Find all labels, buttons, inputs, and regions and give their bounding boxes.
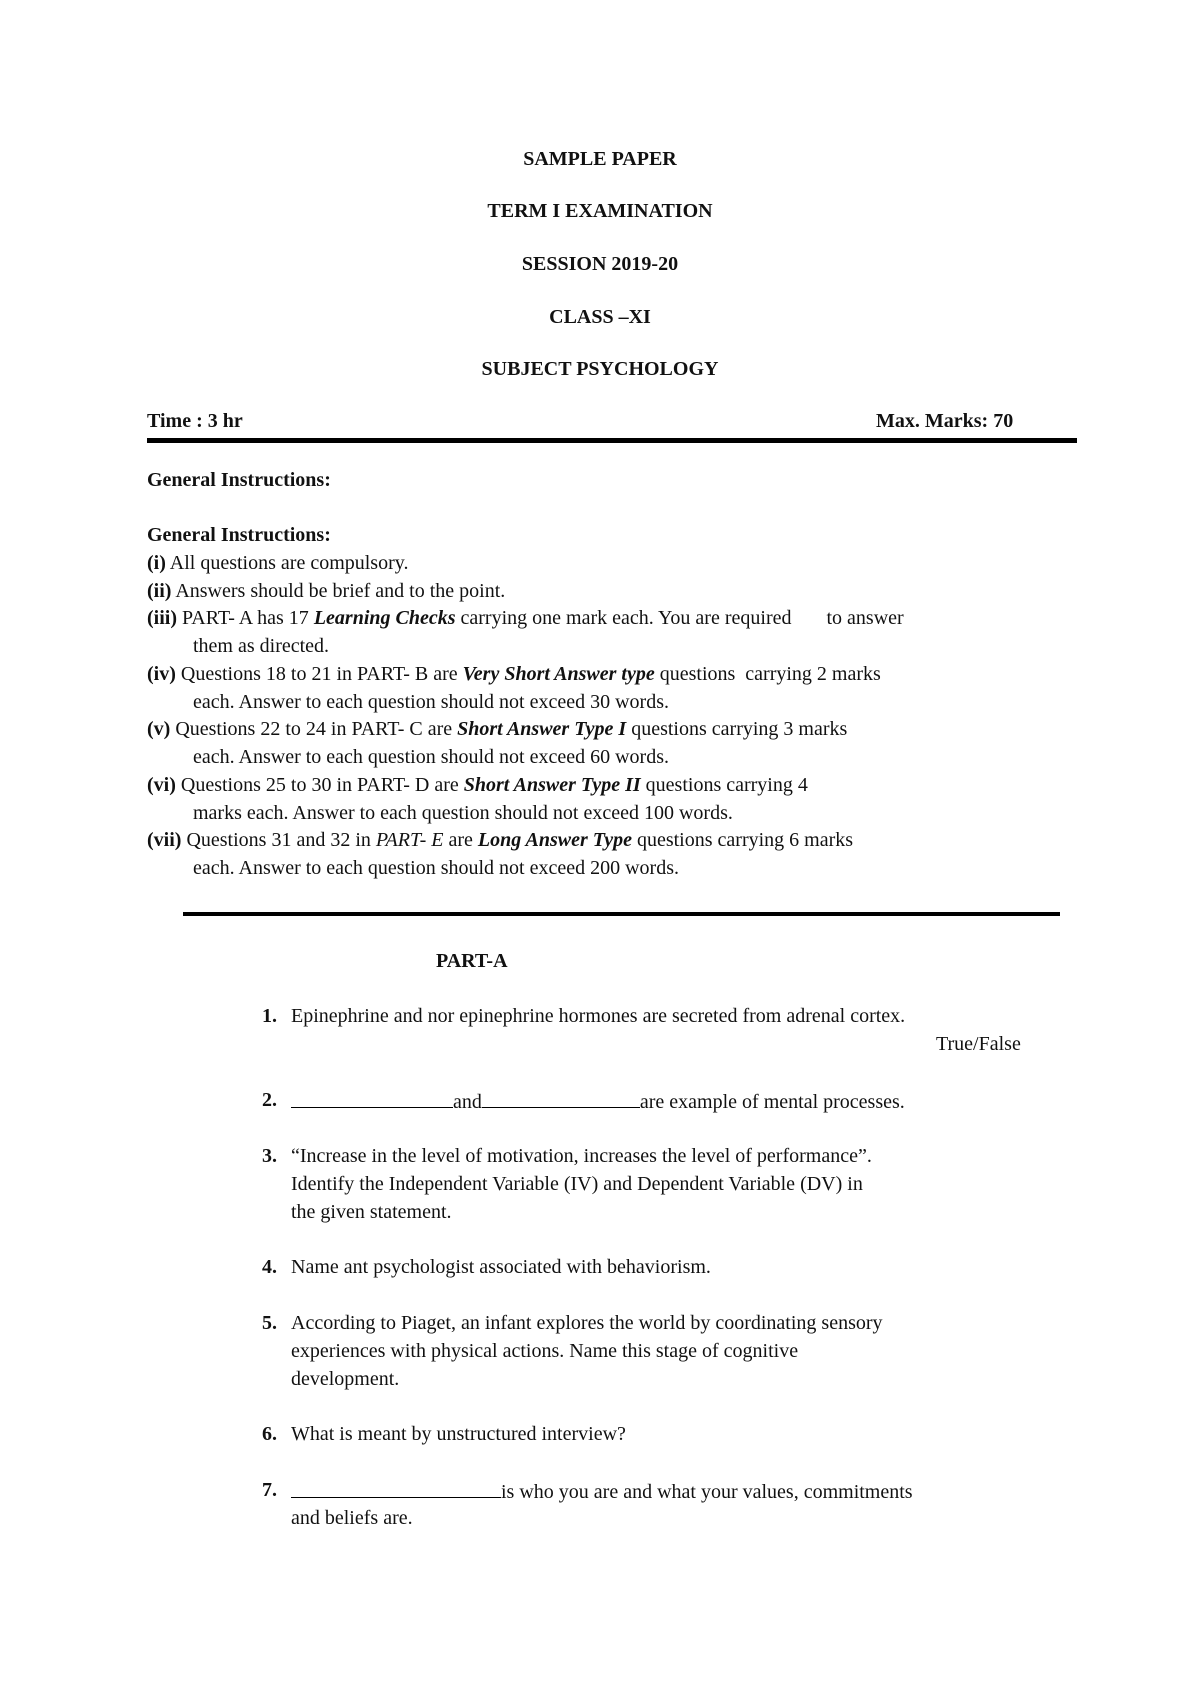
instruction-text: questions carrying 4 [640,774,808,796]
part-a-title: PART-A [436,950,508,972]
instruction-text: PART- A has 17 [177,607,314,629]
instruction-text: carrying one mark each. You are required to answer [455,607,904,629]
answer-format: True/False [936,1033,1021,1055]
instruction-number: (v) [147,718,171,740]
question-text [291,1479,913,1504]
question-number: 3. [262,1145,277,1167]
question-text: Epinephrine and nor epinephrine hormones are secreted from adrenal cortex. [291,1005,906,1027]
instruction-vii-cont: each. Answer to each question should not exceed 200 words. [193,857,679,879]
question-text: “Increase in the level of motivation, increases the level of performance”. [291,1145,872,1167]
exam-title: TERM I EXAMINATION [487,200,713,222]
instruction-i [147,549,408,577]
instruction-emphasis: Short Answer Type I [457,718,627,740]
instruction-ii [147,577,505,605]
question-number: 5. [262,1312,277,1334]
question-number: 1. [262,1005,277,1027]
answer-blank[interactable] [291,1479,501,1498]
question-number: 2. [262,1089,277,1111]
instructions-heading: General Instructions: [147,469,331,491]
instruction-v-cont: each. Answer to each question should not exceed 60 words. [193,746,669,768]
instruction-text: Questions 25 to 30 in PART- D are [175,774,464,796]
instruction-text: questions carrying 3 marks [626,718,848,740]
class-label: CLASS –XI [549,306,651,328]
answer-blank[interactable] [482,1089,640,1108]
instruction-number: (vi) [147,774,176,796]
instruction-v [147,715,847,743]
answer-blank[interactable] [291,1089,453,1108]
question-text [291,1089,905,1114]
section-divider [183,912,1060,916]
question-text: According to Piaget, an infant explores the world by coordinating sensory [291,1312,883,1334]
instruction-vii [147,826,853,854]
question-text: Name ant psychologist associated with behaviorism. [291,1256,711,1278]
question-number: 4. [262,1256,277,1278]
question-text: experiences with physical actions. Name this stage of cognitive [291,1340,799,1362]
instruction-emphasis: Short Answer Type II [463,774,641,796]
question-connector: and [453,1091,482,1113]
instruction-number: (i) [147,552,166,574]
question-tail: are example of mental processes. [639,1091,905,1113]
instruction-emphasis: Long Answer Type [477,829,632,851]
instruction-number: (vii) [147,829,182,851]
instruction-italic: PART- E [375,829,444,851]
instruction-emphasis: Learning Checks [313,607,456,629]
question-text: and beliefs are. [291,1507,413,1529]
instruction-iii [147,604,904,632]
subject-label: SUBJECT PSYCHOLOGY [481,358,719,380]
instruction-text: questions carrying 6 marks [631,829,854,851]
instruction-text: are [443,829,478,851]
question-text: What is meant by unstructured interview? [291,1423,626,1445]
instruction-text: Questions 18 to 21 in PART- B are [175,663,463,685]
max-marks-label: Max. Marks: 70 [876,410,1014,432]
question-tail: is who you are and what your values, commitments [501,1481,913,1503]
instruction-text: Questions 31 and 32 in [181,829,376,851]
instruction-text: questions carrying 2 marks [654,663,881,685]
instruction-number: (iv) [147,663,176,685]
instruction-number: (ii) [147,580,172,602]
session-label: SESSION 2019-20 [521,253,679,275]
header-divider [147,438,1077,443]
question-text: development. [291,1368,400,1390]
question-text: the given statement. [291,1201,452,1223]
instruction-vi-cont: marks each. Answer to each question should not exceed 100 words. [193,802,733,824]
instruction-emphasis: Very Short Answer type [462,663,655,685]
instruction-text: Questions 22 to 24 in PART- C are [170,718,458,740]
instruction-text: All questions are compulsory. [165,552,409,574]
instruction-vi [147,771,808,799]
instruction-iii-cont: them as directed. [193,635,330,657]
instruction-text: Answers should be brief and to the point. [171,580,506,602]
question-number: 6. [262,1423,277,1445]
paper-title: SAMPLE PAPER [523,148,677,170]
question-number: 7. [262,1479,277,1501]
time-label: Time : 3 hr [147,410,243,432]
instruction-iv [147,660,881,688]
question-text: Identify the Independent Variable (IV) and Dependent Variable (DV) in [291,1173,863,1195]
instruction-iv-cont: each. Answer to each question should not exceed 30 words. [193,691,669,713]
instructions-heading-repeat: General Instructions: [147,524,331,546]
instruction-number: (iii) [147,607,177,629]
